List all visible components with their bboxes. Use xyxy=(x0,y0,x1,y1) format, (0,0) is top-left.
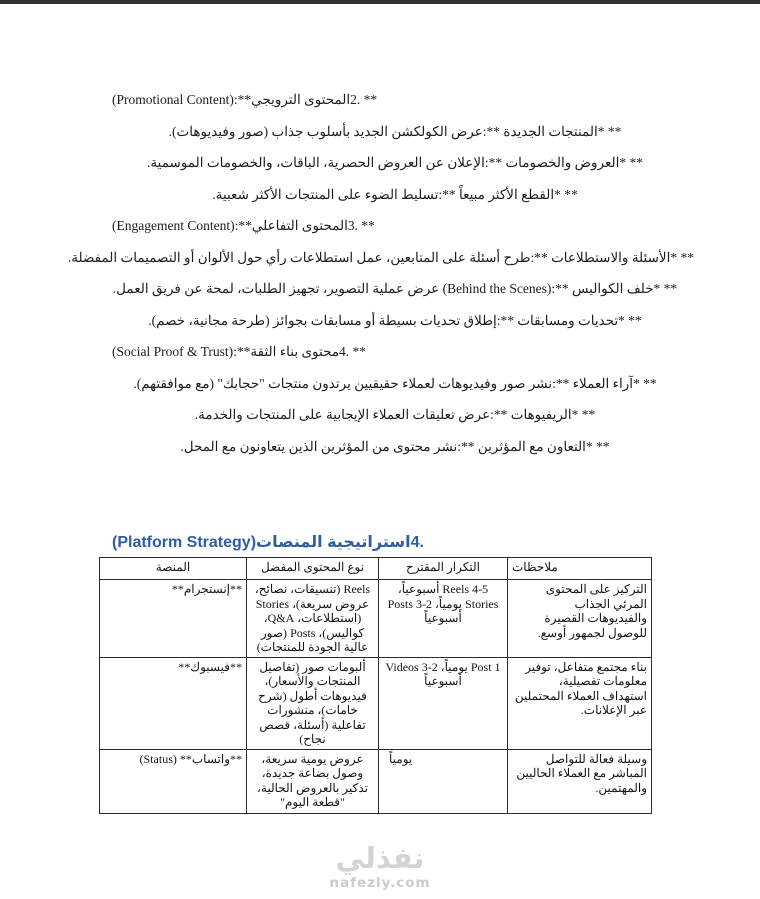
table-header-frequency: التكرار المقترح xyxy=(379,558,508,580)
table-header-row xyxy=(100,558,652,580)
cell-whatsapp-notes: وسيلة فعالة للتواصل المباشر مع العملاء الحاليين والمهتمين. xyxy=(508,749,652,813)
table-header-content-type: نوع المحتوى المفضل xyxy=(247,558,379,580)
cell-facebook-notes: بناء مجتمع متفاعل، توفير معلومات تفصيلية، استهداف العملاء المحتملين عبر الإعلانات. xyxy=(508,657,652,749)
bullet-challenges-contests: ** *تحديات ومسابقات **:إطلاق تحديات بسيطة أو مسابقات بجوائز (طرحة مجانية، خصم). xyxy=(148,312,642,328)
table-row-whatsapp xyxy=(100,749,652,813)
watermark-logo: نفذلي xyxy=(335,841,425,875)
watermark xyxy=(0,842,760,891)
cell-facebook-frequency: 1 Post يومياً، 2-3 Videos أسبوعياً xyxy=(379,657,508,749)
section-heading-engagement-content: ** .3المحتوى التفاعلي**:(Engagement Content) xyxy=(112,218,375,233)
platforms-table xyxy=(99,557,652,814)
bullet-questions-polls: ** *الأسئلة والاستطلاعات **:طرح أسئلة على المتابعين، عمل استطلاعات رأي حول الألوان أو التصميمات المفضلة. xyxy=(67,249,694,265)
table-header-platform: المنصة xyxy=(100,558,247,580)
table-row-facebook xyxy=(100,657,652,749)
bullet-influencer-collab: ** *التعاون مع المؤثرين **:نشر محتوى من المؤثرين الذين يتعاونون مع المحل. xyxy=(180,438,610,454)
bullet-new-products: ** *المنتجات الجديدة **:عرض الكولكشن الجديد بأسلوب جذاب (صور وفيديوهات). xyxy=(168,123,622,139)
document-body-text xyxy=(67,91,694,469)
bullet-customer-opinions: ** *آراء العملاء **:نشر صور وفيديوهات لعملاء حقيقيين يرتدون منتجات "حجابك" (مع موافقتهم). xyxy=(133,375,657,391)
top-bar xyxy=(0,0,760,4)
cell-facebook-platform: **فيسبوك** xyxy=(100,657,247,749)
cell-facebook-content: ألبومات صور (تفاصيل المنتجات والأسعار)، فيديوهات أطول (شرح خامات)، منشورات تفاعلية (أسئلة، قصص نجاح) xyxy=(247,657,379,749)
cell-instagram-notes: التركيز على المحتوى المرئي الجذاب والفيديوهات القصيرة للوصول لجمهور أوسع. xyxy=(508,580,652,658)
cell-whatsapp-platform: **واتساب** (Status) xyxy=(100,749,247,813)
cell-instagram-frequency: 4-5 Reels أسبوعياً، Stories يومياً، 2-3 Posts أسبوعياً xyxy=(379,580,508,658)
cell-whatsapp-frequency: يومياً xyxy=(379,749,508,813)
bullet-reviews: ** *الريفيوهات **:عرض تعليقات العملاء الإيجابية على المنتجات والخدمة. xyxy=(194,407,596,422)
watermark-site: nafezly.com xyxy=(329,875,431,891)
table-header-notes: ملاحظات xyxy=(508,558,652,580)
bullet-best-sellers: ** *القطع الأكثر مبيعاً **:تسليط الضوء على المنتجات الأكثر شعبية. xyxy=(212,186,578,202)
section-heading-social-proof: ** .4محتوى بناء الثقة**:(Social Proof & Trust) xyxy=(112,344,367,359)
section-heading-promotional-content: ** .2المحتوى الترويجي**:(Promotional Content) xyxy=(112,92,378,107)
platform-strategy-heading: .4استراتيجية المنصات(Platform Strategy) xyxy=(112,534,424,551)
cell-instagram-content: Reels (تنسيقات، نصائح، عروض سريعة)، Stories (استطلاعات، Q&A، كواليس)، Posts (صور عالية الجودة للمنتجات) xyxy=(247,580,379,658)
bullet-behind-the-scenes: ** *خلف الكواليس **:(Behind the Scenes) عرض عملية التصوير، تجهيز الطلبات، لمحة عن فريق العمل. xyxy=(112,281,678,296)
table-row-instagram xyxy=(100,580,652,658)
cell-instagram-platform: **إنستجرام** xyxy=(100,580,247,658)
bullet-offers-discounts: ** *العروض والخصومات **:الإعلان عن العروض الحصرية، الباقات، والخصومات الموسمية. xyxy=(147,155,643,170)
cell-whatsapp-content: عروض يومية سريعة، وصول بضاعة جديدة، تذكير بالعروض الحالية، "قطعة اليوم" xyxy=(247,749,379,813)
